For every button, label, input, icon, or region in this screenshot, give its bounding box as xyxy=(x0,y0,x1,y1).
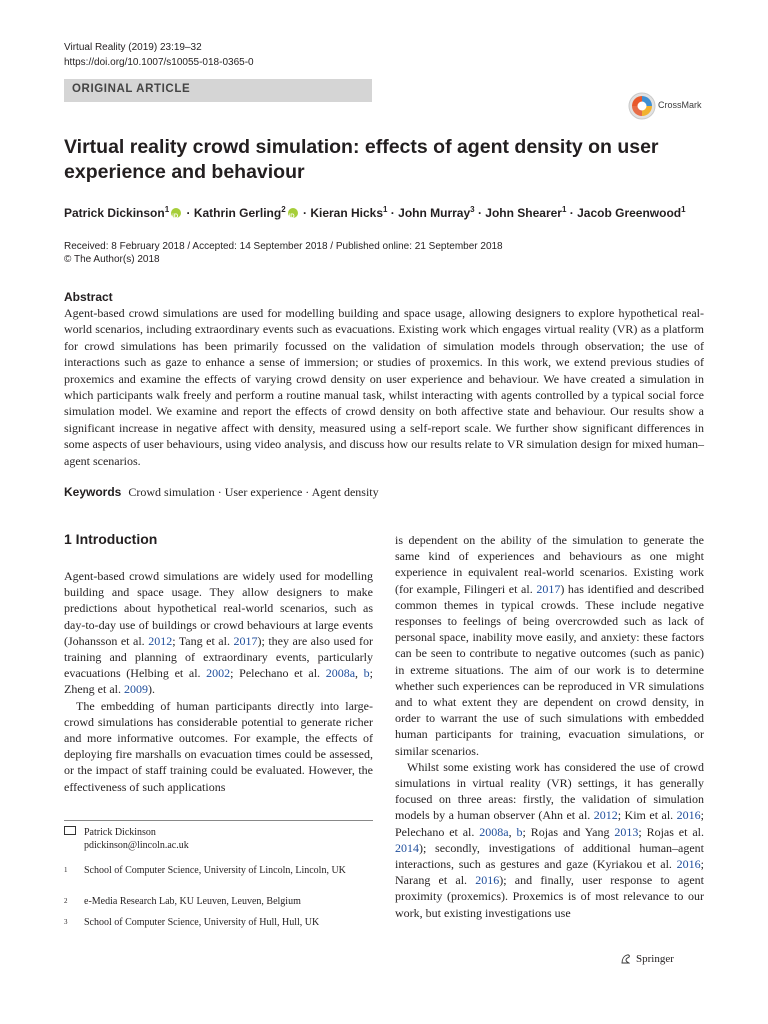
author-affiliation-marker: 1 xyxy=(383,205,388,214)
abstract-heading: Abstract xyxy=(64,290,113,304)
affiliation-number: 1 xyxy=(64,866,68,874)
author-affiliation-marker: 1 xyxy=(164,205,170,214)
citation-link[interactable]: 2013 xyxy=(614,824,639,839)
paragraph-text: ; Tang et al. xyxy=(172,633,234,648)
paragraph-text: ) has identified and described common themes in typical crowds. These include negative responses to feelings of being overcrowded such as lack of personal space, inability move easily, and anxiety: these factors can be seen to contribute to negative outcomes (such as panic) in extreme situations. The aim of our work is to determine whether such experiences can be reproduced in VR simulations and to what extent they are dependent on crowd density, in order to warrant the use of such simulations with embedded human participants for training, evacuation simulations, or similar scenarios. xyxy=(395,581,705,758)
author-affiliation-marker: 1 xyxy=(681,205,686,214)
author-name[interactable]: Patrick Dickinson xyxy=(64,206,165,220)
author-name[interactable]: Kathrin Gerling xyxy=(193,206,282,220)
author-name[interactable]: John Shearer xyxy=(485,206,562,220)
citation-link[interactable]: b xyxy=(516,824,523,839)
paragraph xyxy=(64,698,373,795)
author-list xyxy=(64,202,704,221)
crossmark-label: CrossMark xyxy=(658,100,702,110)
abstract-body: Agent-based crowd simulations are used for modelling building and space usage, allowing designers to explore hypothetical real-world scenarios, including extraordinary events such as evacuations. Existing work which engages virtual reality (VR) as a platform for crowd simulations has been primarily focussed on the validation of simulation models through observation; the use of interactions such as gaze to enhance a sense of immersion; or studies of proxemics. In this work, we extend previous studies of proxemics and examine the effects of varying crowd density on user experience and behaviour. We have created a simulation in which participants walk freely and perform a routine manual task, whilst interacting with agents controlled by a typical social force simulation model. We examine and report the effects of crowd density on both affective state and behaviour. Our results show a significant increase in negative affect with density, measured using a self-report scale. We further show significant differences in some aspects of user behaviours, using video analysis, and discuss how our results relate to VR simulation design for mixed human–agent scenarios. xyxy=(64,306,704,468)
citation-link[interactable]: 2016 xyxy=(475,873,500,888)
article-title: Virtual reality crowd simulation: effects of agent density on user experience and behaviour xyxy=(64,136,659,183)
paragraph-text: ); secondly, investigations of additional human–agent interactions, such as gestures and gaze (Kyriakou et al. xyxy=(395,840,704,872)
author-affiliation-marker: 1 xyxy=(561,205,567,214)
copyright-line: © The Author(s) 2018 xyxy=(64,254,160,265)
keywords-label: Keywords xyxy=(64,485,122,499)
paragraph-text: ; Pelechano et al. xyxy=(230,666,326,681)
envelope-icon xyxy=(64,826,76,835)
affiliation-3 xyxy=(64,916,373,929)
author-separator: · xyxy=(183,206,194,220)
author-separator: · xyxy=(474,206,486,220)
paragraph-text: ). xyxy=(147,682,155,697)
paragraph-text: ; Narang et al. xyxy=(395,857,704,888)
keywords-line xyxy=(64,485,379,500)
dates-line: Received: 8 February 2018 / Accepted: 14 September 2018 / Published online: 21 September 2018 xyxy=(64,241,503,252)
citation-link[interactable]: 2009 xyxy=(123,682,148,697)
paragraph-text: Agent-based crowd simulations are widely used for modelling building and space usage. They allow designers to make predictions about hypothetical real-world scenarios, such as day-to-day use of buildings or crowd behaviours at large events (Johansson et al. xyxy=(64,569,373,648)
publisher-mark xyxy=(620,953,674,965)
corresponding-author-email[interactable]: pdickinson@lincoln.ac.uk xyxy=(84,840,189,851)
author-separator: · xyxy=(566,206,578,220)
citation-link[interactable]: 2014 xyxy=(395,840,419,855)
author-name[interactable]: Kieran Hicks xyxy=(310,206,384,220)
keywords-text: Crowd simulation · User experience · Agent density xyxy=(128,485,379,499)
author-separator: · xyxy=(387,206,399,220)
publisher-name: Springer xyxy=(636,953,674,965)
journal-citation xyxy=(64,40,254,70)
citation-link[interactable]: 2017 xyxy=(233,633,258,648)
orcid-icon[interactable] xyxy=(171,208,181,218)
paragraph-text: ); and finally, user response to agent proximity (proxemics). Proxemics is of most relevance to our work, but existing investigations use xyxy=(395,873,704,920)
affiliation-number: 3 xyxy=(64,918,68,926)
citation-link[interactable]: 2017 xyxy=(536,581,561,596)
paragraph-text: ; Kim et al. xyxy=(617,808,677,823)
author-affiliation-marker: 2 xyxy=(281,205,286,214)
affiliation-text: School of Computer Science, University of Hull, Hull, UK xyxy=(84,917,320,928)
affiliation-number: 2 xyxy=(64,897,68,905)
paragraph-text: The embedding of human participants directly into large-crowd simulations has considerable potential to generate richer and more informative outcomes. For example, the effects of deploying fire marshalls on evacuation times could be assessed, or the impact of staff training could be evaluated. However, the effectiveness of such applications xyxy=(64,698,373,794)
publication-dates xyxy=(64,240,503,266)
paragraph xyxy=(395,759,704,921)
crossmark-icon xyxy=(628,92,656,120)
paragraph-text: Whilst some existing work has considered the use of crowd simulations in virtual reality (VR) settings, it has generally focused on three areas: firstly, the validation of simulation models by a human observer (Ahn et al. xyxy=(395,759,704,823)
citation-link[interactable]: 2008a xyxy=(479,824,509,839)
article-type-banner xyxy=(64,79,372,102)
paragraph xyxy=(64,568,373,698)
paragraph-text: ; Zheng et al. xyxy=(64,666,373,697)
affiliation-1 xyxy=(64,864,373,877)
orcid-icon[interactable] xyxy=(288,208,298,218)
section-heading-introduction: 1 Introduction xyxy=(64,531,158,547)
affiliation-text: School of Computer Science, University of Lincoln, Lincoln, UK xyxy=(84,865,346,876)
corresponding-author-name: Patrick Dickinson xyxy=(84,827,156,838)
author-name[interactable]: Jacob Greenwood xyxy=(577,206,682,220)
paragraph xyxy=(395,532,704,759)
citation-link[interactable]: 2002 xyxy=(206,666,231,681)
citation-link[interactable]: 2012 xyxy=(593,808,618,823)
footnote-divider xyxy=(64,820,373,821)
right-column-text xyxy=(395,532,704,921)
paragraph-text: , xyxy=(508,824,517,839)
affiliation-2 xyxy=(64,895,373,908)
paragraph-text: ; Rojas and Yang xyxy=(522,824,615,839)
journal-reference: Virtual Reality (2019) 23:19–32 xyxy=(64,42,202,53)
citation-link[interactable]: b xyxy=(363,666,370,681)
springer-horse-icon xyxy=(620,953,632,965)
paragraph-text: ; Pelechano et al. xyxy=(395,808,704,839)
author-separator: · xyxy=(299,206,311,220)
crossmark-badge[interactable] xyxy=(628,92,703,120)
affiliation-text: e-Media Research Lab, KU Leuven, Leuven, Belgium xyxy=(84,896,301,907)
article-type-label: ORIGINAL ARTICLE xyxy=(72,83,191,95)
paragraph-text: ; Rojas et al. xyxy=(638,824,705,839)
paragraph-text: is dependent on the ability of the simulation to generate the same kind of experiences and behaviours as one might experience in equivalent real-world scenarios. Existing work (for example, Filingeri et al. xyxy=(395,533,704,596)
author-name[interactable]: John Murray xyxy=(398,206,471,220)
citation-link[interactable]: 2016 xyxy=(676,808,701,823)
citation-link[interactable]: 2008a xyxy=(325,666,356,681)
corresponding-author xyxy=(64,826,373,852)
author-affiliation-marker: 3 xyxy=(470,205,475,214)
citation-link[interactable]: 2012 xyxy=(148,633,173,648)
left-column-text xyxy=(64,568,373,795)
citation-link[interactable]: 2016 xyxy=(676,857,701,872)
paragraph-text: , xyxy=(355,666,364,681)
doi-link[interactable]: https://doi.org/10.1007/s10055-018-0365-0 xyxy=(64,57,254,68)
paragraph-text: ); they are also used for training and planning of extraordinary events, particularly evacuations (Helbing et al. xyxy=(64,633,373,681)
